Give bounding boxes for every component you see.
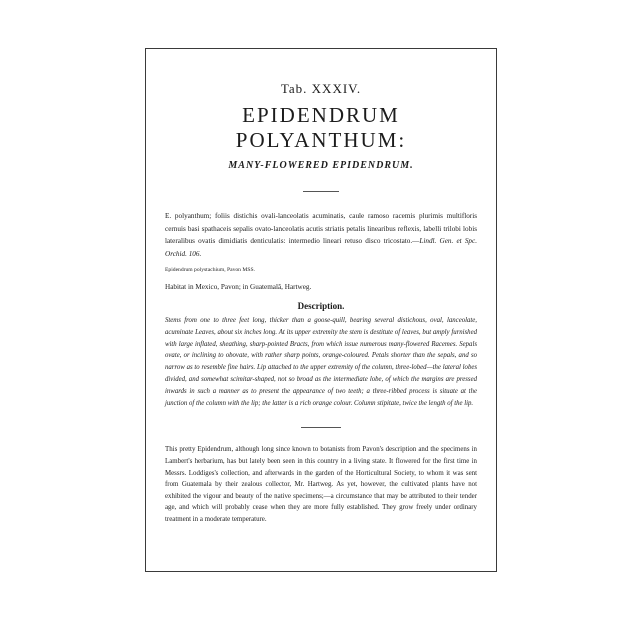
species-title: EPIDENDRUM POLYANTHUM:: [235, 103, 407, 152]
latin-description: [165, 210, 477, 260]
plate-number: Tab. XXXIV.: [280, 81, 362, 96]
common-name: MANY-FLOWERED EPIDENDRUM.: [228, 160, 414, 171]
description-heading: Description.: [297, 301, 345, 311]
synonym: Epidendrum polystachium, Pavon MSS.: [165, 267, 255, 273]
plate-content: [165, 80, 477, 526]
habitat: Habitat in Mexico, Pavon; in Guatemalâ, Hartweg.: [165, 283, 312, 291]
description-text: Stems from one to three feet long, thicker than a goose-quill, bearing several distichous, oval, lanceolate, acuminate Leaves, about six inches long. At its upper extremity the stem is destitute of leaves, but amply furnished with large inflated, sheathing, sharp-pointed Bracts, from which issue numerous many-flowered Racemes. Sepals ovate, or inclining to obovate, with rather sharp points, orange-coloured. Petals shorter than the sepals, and so narrow as to resemble fine hairs. Lip attached to the upper extremity of the column, three-lobed—the lateral lobes divided, and somewhat scimitar-shaped, not so broad as the intermediate lobe, of which the margins are pressed inwards in such a manner as to present the appearance of two teeth; a three-ribbed process is situate at the junction of the column with the lip; the latter is a rich orange colour. Column stipitate, twice the length of the lip.: [165, 317, 477, 407]
latin-text: E. polyanthum; foliis distichis ovali-lanceolatis acuminatis, caule ramoso racemis plurimis multifloris cernuis basi spathaceis sepalis ovato-lanceolatis acutis striatis petalis linearibus reflexis, labelli trilobi lobis lateralibus ovatis dimidiatis denticulatis: intermedio lineari retuso disco tricostato.—: [165, 212, 477, 245]
section-divider: [303, 191, 339, 192]
body-text: This pretty Epidendrum, although long since known to botanists from Pavon's description and the specimens in Lambert's herbarium, has but lately been seen in this country in a living state. It flowered for the first time in Messrs. Loddiges's collection, and afterwards in the garden of the Horticultural Society, to whom it was sent from Guatemala by their zealous collector, Mr. Hartweg. As yet, however, the cultivated plants have not exhibited the vigour and beauty of the native specimens;—a circumstance that may be attributed to their tender age, and which will probably cease when they are more fully established. They grow freely under ordinary treatment in a moderate temperature.: [165, 446, 477, 523]
section-divider-2: [301, 427, 341, 428]
latin-citation: Lindl. Gen. et Spc. Orchid. 106.: [165, 237, 477, 258]
